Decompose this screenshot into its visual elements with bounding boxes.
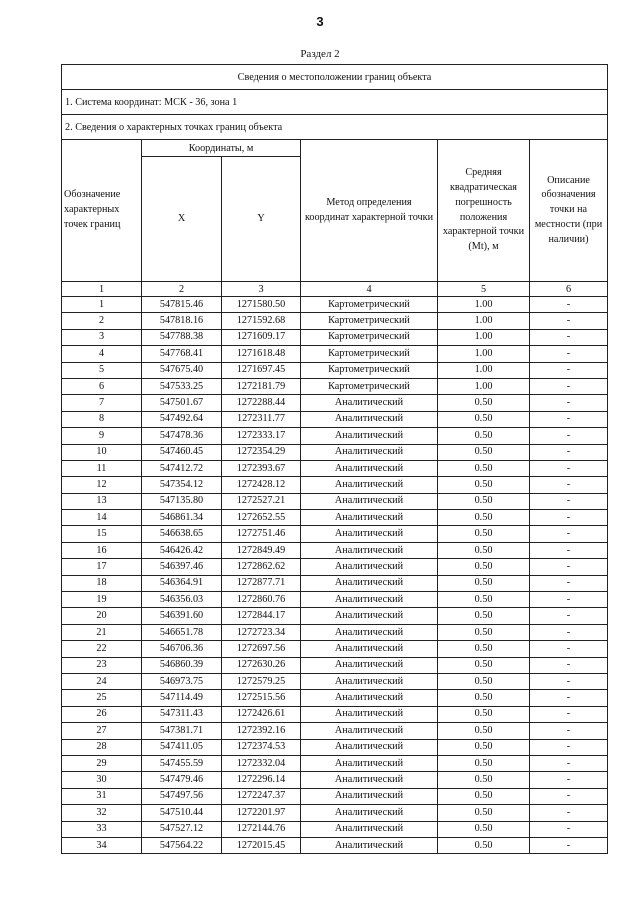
cell-coord-y: 1272181.79 (222, 378, 301, 394)
cell-description: - (530, 411, 608, 427)
cell-coord-y: 1272751.46 (222, 526, 301, 542)
table-row (62, 608, 608, 624)
cell-point-number: 21 (62, 624, 142, 640)
cell-error-mt: 0.50 (438, 608, 530, 624)
cell-coord-x: 547381.71 (142, 723, 222, 739)
cell-error-mt: 0.50 (438, 706, 530, 722)
cell-error-mt: 0.50 (438, 411, 530, 427)
cell-description: - (530, 542, 608, 558)
table-row (62, 690, 608, 706)
cell-method: Аналитический (301, 837, 438, 853)
cell-coord-x: 547135.80 (142, 493, 222, 509)
cell-description: - (530, 526, 608, 542)
table-row (62, 673, 608, 689)
cell-method: Аналитический (301, 526, 438, 542)
cell-coord-x: 547460.45 (142, 444, 222, 460)
cell-error-mt: 0.50 (438, 575, 530, 591)
table-row (62, 411, 608, 427)
cell-coord-y: 1272697.56 (222, 641, 301, 657)
column-number: 4 (301, 282, 438, 297)
boundary-points-table (61, 64, 608, 854)
table-body (62, 65, 608, 854)
cell-point-number: 33 (62, 821, 142, 837)
page-number: 3 (316, 14, 324, 29)
cell-error-mt: 0.50 (438, 739, 530, 755)
cell-method: Аналитический (301, 428, 438, 444)
table-title: Сведения о местоположении границ объекта (62, 65, 608, 90)
cell-description: - (530, 739, 608, 755)
cell-description: - (530, 477, 608, 493)
cell-coord-x: 547497.56 (142, 788, 222, 804)
cell-description: - (530, 362, 608, 378)
cell-coord-y: 1272844.17 (222, 608, 301, 624)
table-row (62, 444, 608, 460)
cell-description: - (530, 624, 608, 640)
cell-error-mt: 0.50 (438, 673, 530, 689)
table-row (62, 837, 608, 853)
cell-method: Аналитический (301, 460, 438, 476)
table-row (62, 706, 608, 722)
coord-system: 1. Система координат: МСК - 36, зона 1 (62, 90, 608, 115)
cell-coord-y: 1272333.17 (222, 428, 301, 444)
cell-point-number: 7 (62, 395, 142, 411)
cell-description: - (530, 378, 608, 394)
column-numbers-row (62, 282, 608, 297)
cell-method: Аналитический (301, 624, 438, 640)
cell-description: - (530, 592, 608, 608)
cell-error-mt: 0.50 (438, 723, 530, 739)
table-row (62, 559, 608, 575)
points-title-row (62, 115, 608, 140)
cell-error-mt: 1.00 (438, 297, 530, 313)
cell-error-mt: 0.50 (438, 755, 530, 771)
header-method: Метод определения координат характерной точки (301, 140, 438, 282)
cell-coord-x: 547675.40 (142, 362, 222, 378)
cell-method: Аналитический (301, 706, 438, 722)
cell-method: Аналитический (301, 510, 438, 526)
cell-coord-x: 547768.41 (142, 346, 222, 362)
cell-error-mt: 0.50 (438, 493, 530, 509)
cell-point-number: 29 (62, 755, 142, 771)
table-row (62, 723, 608, 739)
section-title: Раздел 2 (300, 48, 340, 60)
header-designation: Обозначение характерных точек границ (62, 140, 142, 282)
cell-point-number: 31 (62, 788, 142, 804)
cell-error-mt: 0.50 (438, 805, 530, 821)
cell-method: Картометрический (301, 297, 438, 313)
cell-description: - (530, 837, 608, 853)
header-y: Y (222, 157, 301, 282)
cell-point-number: 8 (62, 411, 142, 427)
cell-coord-x: 547527.12 (142, 821, 222, 837)
cell-point-number: 15 (62, 526, 142, 542)
cell-coord-y: 1272426.61 (222, 706, 301, 722)
cell-coord-x: 546651.78 (142, 624, 222, 640)
cell-point-number: 28 (62, 739, 142, 755)
cell-point-number: 6 (62, 378, 142, 394)
cell-method: Аналитический (301, 788, 438, 804)
cell-point-number: 16 (62, 542, 142, 558)
cell-error-mt: 1.00 (438, 378, 530, 394)
cell-error-mt: 1.00 (438, 329, 530, 345)
cell-coord-y: 1271618.48 (222, 346, 301, 362)
cell-error-mt: 1.00 (438, 313, 530, 329)
cell-coord-y: 1272630.26 (222, 657, 301, 673)
header-x: X (142, 157, 222, 282)
cell-point-number: 22 (62, 641, 142, 657)
cell-description: - (530, 805, 608, 821)
cell-description: - (530, 493, 608, 509)
column-number: 1 (62, 282, 142, 297)
cell-coord-x: 546973.75 (142, 673, 222, 689)
cell-method: Аналитический (301, 690, 438, 706)
cell-method: Аналитический (301, 575, 438, 591)
table-row (62, 510, 608, 526)
cell-error-mt: 0.50 (438, 559, 530, 575)
cell-error-mt: 0.50 (438, 641, 530, 657)
cell-point-number: 18 (62, 575, 142, 591)
cell-coord-y: 1272515.56 (222, 690, 301, 706)
cell-method: Аналитический (301, 673, 438, 689)
table-row (62, 641, 608, 657)
cell-coord-x: 546706.36 (142, 641, 222, 657)
cell-method: Аналитический (301, 477, 438, 493)
cell-description: - (530, 755, 608, 771)
cell-method: Аналитический (301, 559, 438, 575)
cell-point-number: 13 (62, 493, 142, 509)
cell-description: - (530, 313, 608, 329)
cell-method: Аналитический (301, 608, 438, 624)
cell-coord-x: 547354.12 (142, 477, 222, 493)
cell-description: - (530, 297, 608, 313)
header-row-1 (62, 140, 608, 157)
cell-coord-x: 546364.91 (142, 575, 222, 591)
table-row (62, 592, 608, 608)
cell-description: - (530, 346, 608, 362)
table-row (62, 575, 608, 591)
cell-description: - (530, 657, 608, 673)
cell-point-number: 10 (62, 444, 142, 460)
table-row (62, 657, 608, 673)
cell-coord-x: 546638.65 (142, 526, 222, 542)
cell-coord-x: 547411.05 (142, 739, 222, 755)
cell-point-number: 23 (62, 657, 142, 673)
cell-coord-x: 547788.38 (142, 329, 222, 345)
cell-point-number: 14 (62, 510, 142, 526)
table-row (62, 329, 608, 345)
cell-coord-y: 1272877.71 (222, 575, 301, 591)
column-number: 3 (222, 282, 301, 297)
cell-coord-y: 1271580.50 (222, 297, 301, 313)
cell-description: - (530, 395, 608, 411)
cell-method: Аналитический (301, 641, 438, 657)
cell-point-number: 30 (62, 772, 142, 788)
cell-coord-x: 547510.44 (142, 805, 222, 821)
table-row (62, 821, 608, 837)
cell-description: - (530, 706, 608, 722)
cell-method: Картометрический (301, 362, 438, 378)
cell-coord-y: 1272374.53 (222, 739, 301, 755)
cell-description: - (530, 673, 608, 689)
cell-description: - (530, 428, 608, 444)
table-row (62, 788, 608, 804)
table-row (62, 493, 608, 509)
cell-method: Картометрический (301, 329, 438, 345)
table-row (62, 378, 608, 394)
cell-error-mt: 1.00 (438, 362, 530, 378)
cell-point-number: 17 (62, 559, 142, 575)
cell-point-number: 11 (62, 460, 142, 476)
cell-coord-x: 546860.39 (142, 657, 222, 673)
header-description: Описание обозначения точки на местности (при наличии) (530, 140, 608, 282)
cell-coord-x: 547564.22 (142, 837, 222, 853)
cell-method: Аналитический (301, 493, 438, 509)
cell-coord-x: 547311.43 (142, 706, 222, 722)
column-number: 6 (530, 282, 608, 297)
cell-coord-y: 1272288.44 (222, 395, 301, 411)
cell-error-mt: 0.50 (438, 837, 530, 853)
cell-point-number: 4 (62, 346, 142, 362)
cell-coord-x: 547501.67 (142, 395, 222, 411)
cell-coord-x: 547818.16 (142, 313, 222, 329)
cell-coord-y: 1272723.34 (222, 624, 301, 640)
cell-coord-y: 1272527.21 (222, 493, 301, 509)
cell-method: Аналитический (301, 772, 438, 788)
cell-coord-x: 546426.42 (142, 542, 222, 558)
table-row (62, 772, 608, 788)
cell-coord-x: 547114.49 (142, 690, 222, 706)
cell-error-mt: 0.50 (438, 772, 530, 788)
header-error: Средняя квадратическая погрешность положения характерной точки (Mt), м (438, 140, 530, 282)
table-row (62, 313, 608, 329)
cell-method: Аналитический (301, 411, 438, 427)
cell-error-mt: 1.00 (438, 346, 530, 362)
cell-point-number: 26 (62, 706, 142, 722)
cell-method: Аналитический (301, 395, 438, 411)
cell-coord-x: 546356.03 (142, 592, 222, 608)
points-title: 2. Сведения о характерных точках границ объекта (62, 115, 608, 140)
cell-description: - (530, 723, 608, 739)
table-row (62, 739, 608, 755)
cell-point-number: 9 (62, 428, 142, 444)
cell-method: Аналитический (301, 739, 438, 755)
cell-point-number: 34 (62, 837, 142, 853)
cell-coord-x: 546861.34 (142, 510, 222, 526)
cell-method: Аналитический (301, 657, 438, 673)
cell-coord-x: 547492.64 (142, 411, 222, 427)
cell-error-mt: 0.50 (438, 821, 530, 837)
cell-method: Аналитический (301, 444, 438, 460)
cell-error-mt: 0.50 (438, 690, 530, 706)
cell-point-number: 1 (62, 297, 142, 313)
header-coordinates: Координаты, м (142, 140, 301, 157)
cell-error-mt: 0.50 (438, 526, 530, 542)
cell-error-mt: 0.50 (438, 510, 530, 526)
cell-coord-y: 1272652.55 (222, 510, 301, 526)
cell-method: Картометрический (301, 378, 438, 394)
cell-coord-x: 547533.25 (142, 378, 222, 394)
cell-coord-y: 1272015.45 (222, 837, 301, 853)
cell-coord-y: 1272862.62 (222, 559, 301, 575)
cell-coord-y: 1272296.14 (222, 772, 301, 788)
table-row (62, 362, 608, 378)
cell-description: - (530, 608, 608, 624)
cell-coord-x: 547479.46 (142, 772, 222, 788)
cell-point-number: 3 (62, 329, 142, 345)
table-row (62, 477, 608, 493)
cell-method: Аналитический (301, 592, 438, 608)
table-row (62, 755, 608, 771)
table-row (62, 297, 608, 313)
cell-description: - (530, 788, 608, 804)
cell-coord-y: 1272201.97 (222, 805, 301, 821)
cell-point-number: 19 (62, 592, 142, 608)
cell-coord-y: 1272392.16 (222, 723, 301, 739)
cell-error-mt: 0.50 (438, 592, 530, 608)
cell-coord-x: 547412.72 (142, 460, 222, 476)
cell-coord-y: 1272311.77 (222, 411, 301, 427)
coord-system-row (62, 90, 608, 115)
cell-coord-y: 1271609.17 (222, 329, 301, 345)
cell-point-number: 32 (62, 805, 142, 821)
cell-description: - (530, 329, 608, 345)
table-row (62, 346, 608, 362)
table-title-row (62, 65, 608, 90)
cell-method: Картометрический (301, 313, 438, 329)
cell-error-mt: 0.50 (438, 477, 530, 493)
table-row (62, 805, 608, 821)
cell-description: - (530, 641, 608, 657)
cell-error-mt: 0.50 (438, 657, 530, 673)
cell-description: - (530, 444, 608, 460)
cell-point-number: 12 (62, 477, 142, 493)
cell-error-mt: 0.50 (438, 428, 530, 444)
cell-coord-y: 1272428.12 (222, 477, 301, 493)
cell-coord-x: 546391.60 (142, 608, 222, 624)
cell-point-number: 2 (62, 313, 142, 329)
cell-description: - (530, 690, 608, 706)
cell-coord-x: 547478.36 (142, 428, 222, 444)
cell-method: Картометрический (301, 346, 438, 362)
cell-description: - (530, 559, 608, 575)
table-row (62, 624, 608, 640)
cell-coord-x: 547815.46 (142, 297, 222, 313)
cell-point-number: 25 (62, 690, 142, 706)
cell-coord-x: 546397.46 (142, 559, 222, 575)
cell-error-mt: 0.50 (438, 444, 530, 460)
table-row (62, 460, 608, 476)
cell-description: - (530, 460, 608, 476)
cell-coord-y: 1272144.76 (222, 821, 301, 837)
cell-point-number: 24 (62, 673, 142, 689)
cell-description: - (530, 772, 608, 788)
cell-coord-y: 1271697.45 (222, 362, 301, 378)
cell-error-mt: 0.50 (438, 395, 530, 411)
cell-description: - (530, 575, 608, 591)
cell-coord-y: 1272332.04 (222, 755, 301, 771)
cell-error-mt: 0.50 (438, 460, 530, 476)
cell-error-mt: 0.50 (438, 542, 530, 558)
cell-description: - (530, 510, 608, 526)
cell-coord-y: 1272579.25 (222, 673, 301, 689)
cell-error-mt: 0.50 (438, 788, 530, 804)
column-number: 5 (438, 282, 530, 297)
cell-point-number: 5 (62, 362, 142, 378)
table-row (62, 526, 608, 542)
table-row (62, 395, 608, 411)
cell-point-number: 20 (62, 608, 142, 624)
cell-method: Аналитический (301, 755, 438, 771)
cell-coord-y: 1272354.29 (222, 444, 301, 460)
column-number: 2 (142, 282, 222, 297)
cell-coord-y: 1271592.68 (222, 313, 301, 329)
cell-coord-y: 1272860.76 (222, 592, 301, 608)
cell-coord-y: 1272247.37 (222, 788, 301, 804)
cell-method: Аналитический (301, 821, 438, 837)
cell-method: Аналитический (301, 542, 438, 558)
cell-coord-y: 1272393.67 (222, 460, 301, 476)
cell-coord-y: 1272849.49 (222, 542, 301, 558)
cell-description: - (530, 821, 608, 837)
cell-error-mt: 0.50 (438, 624, 530, 640)
cell-method: Аналитический (301, 805, 438, 821)
table-row (62, 542, 608, 558)
table-row (62, 428, 608, 444)
cell-method: Аналитический (301, 723, 438, 739)
cell-coord-x: 547455.59 (142, 755, 222, 771)
cell-point-number: 27 (62, 723, 142, 739)
